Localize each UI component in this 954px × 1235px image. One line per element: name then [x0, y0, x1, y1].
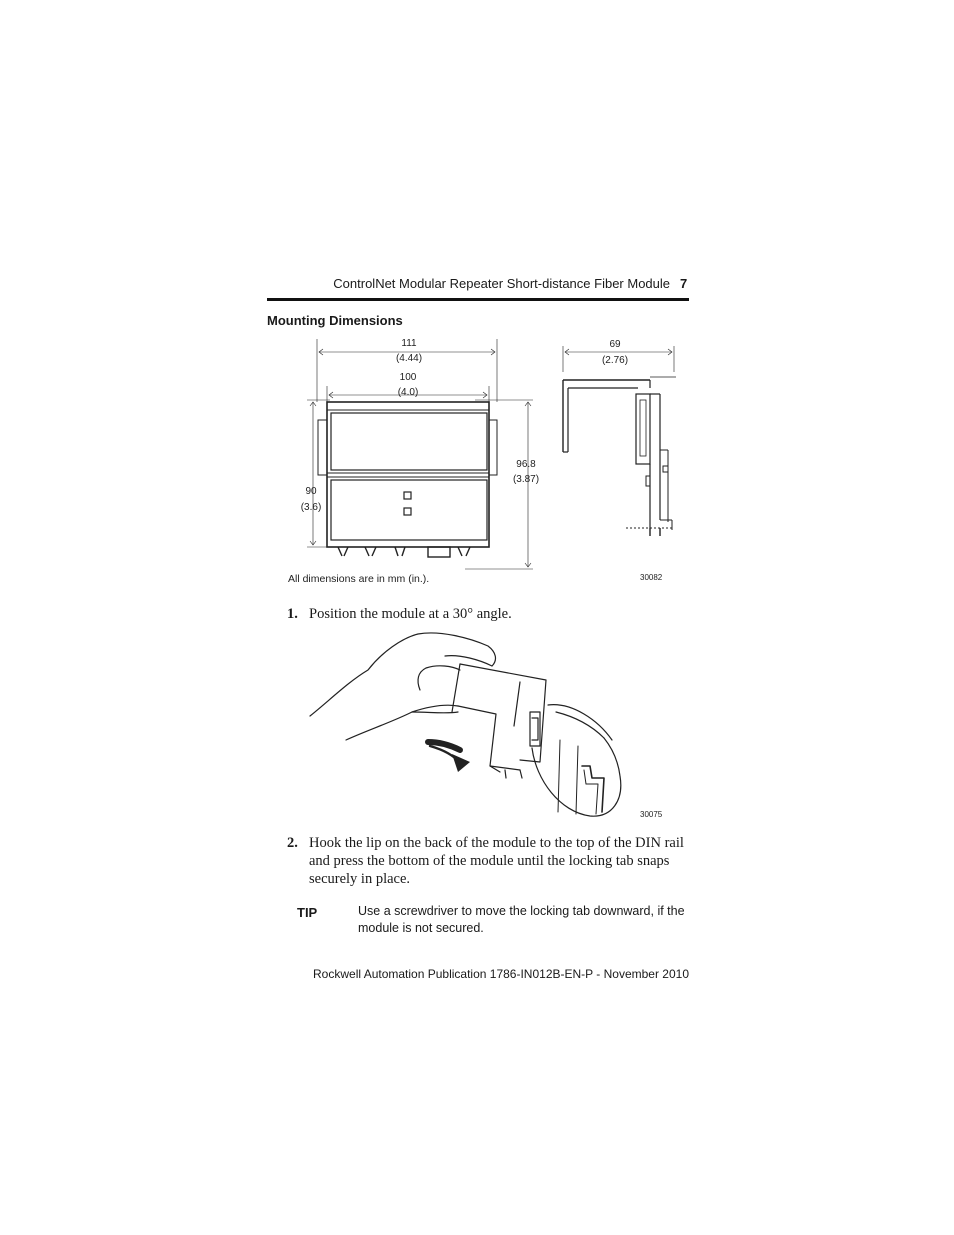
dim-height-right-in: (3.87): [512, 474, 540, 485]
tip-text: Use a screwdriver to move the locking tab downward, if the module is not secured.: [358, 904, 685, 935]
footer-publication: Rockwell Automation Publication 1786-IN012B-EN-P - November 2010: [313, 967, 689, 981]
dim-depth-in: (2.76): [601, 355, 629, 366]
dim-height-right: 96.8: [516, 459, 536, 470]
module-angle-illustration: [0, 600, 954, 840]
step-2-number: 2.: [287, 835, 298, 851]
dim-width-inner: 100: [399, 372, 417, 383]
page-number: 7: [680, 276, 688, 291]
step-1-text: Position the module at a 30° angle.: [309, 606, 512, 622]
step-2: [287, 834, 298, 852]
tip-label: TIP: [297, 905, 318, 920]
figure1-id: 30082: [640, 573, 663, 582]
mounting-dimensions-drawing: [0, 0, 954, 600]
dim-width-inner-in: (4.0): [397, 387, 419, 398]
figure1-caption: All dimensions are in mm (in.).: [288, 573, 430, 585]
figure2-id: 30075: [640, 810, 663, 819]
dim-height-left: 90: [305, 486, 317, 497]
dim-width-outer: 111: [401, 338, 417, 349]
section-title: Mounting Dimensions: [267, 313, 403, 328]
dim-depth: 69: [609, 339, 621, 350]
dim-height-left-in: (3.6): [300, 502, 322, 513]
step-1-number: 1.: [287, 606, 298, 622]
step-2-text: Hook the lip on the back of the module to the top of the DIN rail and press the bottom of the module until the locking tab snaps securely in place.: [309, 835, 684, 887]
running-header-title: ControlNet Modular Repeater Short-distance Fiber Module: [333, 276, 670, 291]
dim-width-outer-in: (4.44): [395, 353, 423, 364]
